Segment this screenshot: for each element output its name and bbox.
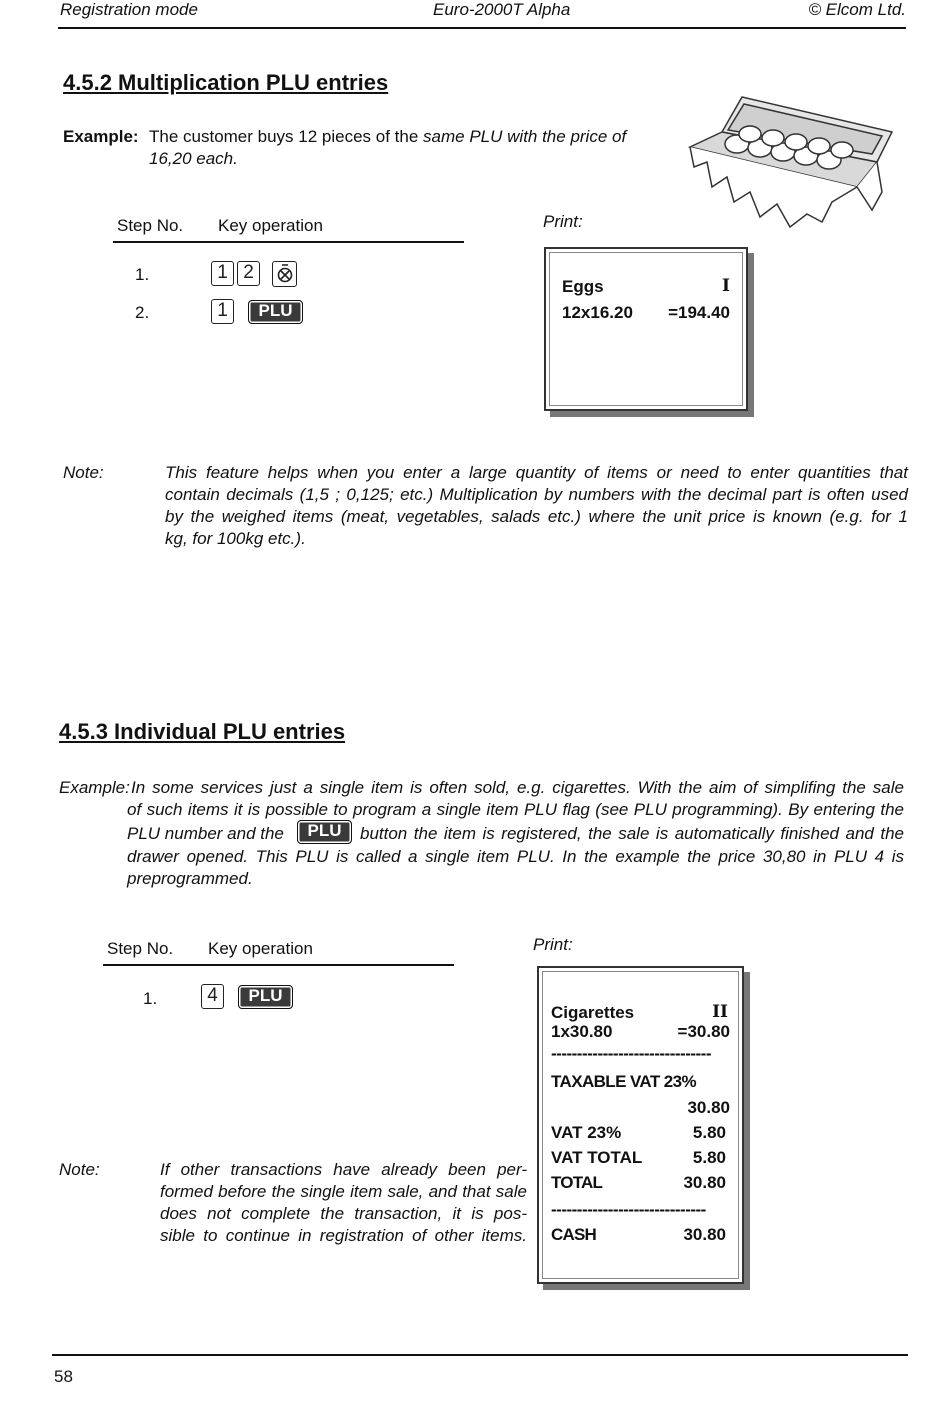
plu-key[interactable]: PLU [248, 300, 303, 324]
receipt-item-name-2: Cigarettes [551, 1003, 635, 1022]
step-no-header: Step No. [117, 216, 184, 235]
section-title-individual: 4.5.3 Individual PLU entries [59, 719, 346, 744]
key-operation-header-2: Key operation [208, 939, 313, 958]
receipt-amount: =194.40 [668, 303, 730, 322]
header-right: © Elcom Ltd. [808, 0, 906, 19]
step-2-number: 2. [135, 303, 150, 322]
receipt-group-2: II [712, 1002, 728, 1022]
print-label: Print: [543, 212, 583, 231]
receipt-qty-price: 12x16.20 [562, 303, 633, 322]
note-text: This feature helps when you enter a large quantity of items or need to enter quantities that contain decimals (1,5 ; 0,125; etc.) Multiplication by numbers with the decimal part is often used by the weighed items (meat, vegetables, salads etc.) where the unit price is known (e.g. for 1 kg, for 100kg etc.). [165, 463, 908, 548]
multiply-key[interactable] [272, 261, 297, 287]
receipt-eggs [544, 247, 748, 411]
example-line-5: preprogrammed. [127, 869, 253, 888]
step-1-number-2: 1. [143, 989, 158, 1008]
receipt-vat-value: 5.80 [692, 1123, 726, 1142]
header-rule [58, 27, 906, 29]
example-line-3b: button the item is registered, the sale is automatically finished and the [360, 824, 904, 843]
header-center: Euro-2000T Alpha [433, 0, 571, 19]
key-operation-header: Key operation [218, 216, 323, 235]
example-text-cont: 16,20 each. [149, 149, 238, 168]
footer-rule [52, 1354, 908, 1356]
receipt-amount-2: =30.80 [677, 1022, 730, 1041]
receipt-cash-value: 30.80 [683, 1225, 726, 1244]
receipt-separator-1: ------------------------------- [551, 1044, 711, 1063]
note-text-2: If other transactions have already been per- formed before the single item sale, and that sale does not complete the transaction, it is pos- sible to continue in registration of other items. [160, 1160, 527, 1245]
step-no-header-2: Step No. [107, 939, 174, 958]
receipt-taxable-label: TAXABLE VAT 23% [551, 1072, 696, 1091]
example-line-1: In some services just a single item is often sold, e.g. cigarettes. With the aim of simplifing the sale [131, 778, 904, 797]
multiply-icon [274, 262, 296, 285]
example-text: The customer buys 12 pieces of the same PLU with the price of [149, 127, 627, 146]
example-line-3a: PLU number and the [127, 824, 284, 843]
header-left: Registration mode [60, 0, 198, 19]
egg-carton-illustration [682, 92, 902, 232]
receipt-cash-label: CASH [551, 1225, 596, 1244]
receipt-group: I [722, 276, 730, 296]
note-label-2: Note: [59, 1160, 100, 1179]
receipt-vat-total-label: VAT TOTAL [551, 1148, 643, 1167]
key-2[interactable]: 2 [237, 261, 260, 286]
receipt-taxable-value: 30.80 [687, 1098, 730, 1117]
example-line-2: of such items it is possible to program a single item PLU flag (see PLU programming). By entering the [127, 800, 904, 819]
step-1-number: 1. [135, 265, 150, 284]
receipt-separator-2: ------------------------------ [551, 1200, 706, 1219]
table-rule [113, 241, 464, 243]
section-title-multiplication: 4.5.2 Multiplication PLU entries [63, 70, 389, 95]
receipt-vat-label: VAT 23% [551, 1123, 622, 1142]
note-label: Note: [63, 463, 104, 482]
key-1[interactable]: 1 [211, 261, 234, 286]
example-label: Example: [63, 127, 139, 146]
print-label-2: Print: [533, 935, 573, 954]
receipt-item-name: Eggs [562, 277, 604, 296]
key-1-second[interactable]: 1 [211, 299, 234, 324]
receipt-cigarettes [537, 966, 744, 1284]
table-rule-2 [103, 964, 454, 966]
receipt-total-label: TOTAL [551, 1173, 603, 1192]
receipt-qty-price-2: 1x30.80 [551, 1022, 613, 1041]
inline-plu-key: PLU [297, 820, 352, 844]
example-label-2: Example: [59, 778, 130, 797]
receipt-total-value: 30.80 [683, 1173, 726, 1192]
receipt-vat-total-value: 5.80 [692, 1148, 726, 1167]
key-4[interactable]: 4 [201, 984, 224, 1009]
page-number: 58 [54, 1367, 73, 1386]
plu-key-2[interactable]: PLU [238, 985, 293, 1009]
example-line-4: drawer opened. This PLU is called a single item PLU. In the example the price 30,80 in PLU 4 is [127, 847, 904, 866]
